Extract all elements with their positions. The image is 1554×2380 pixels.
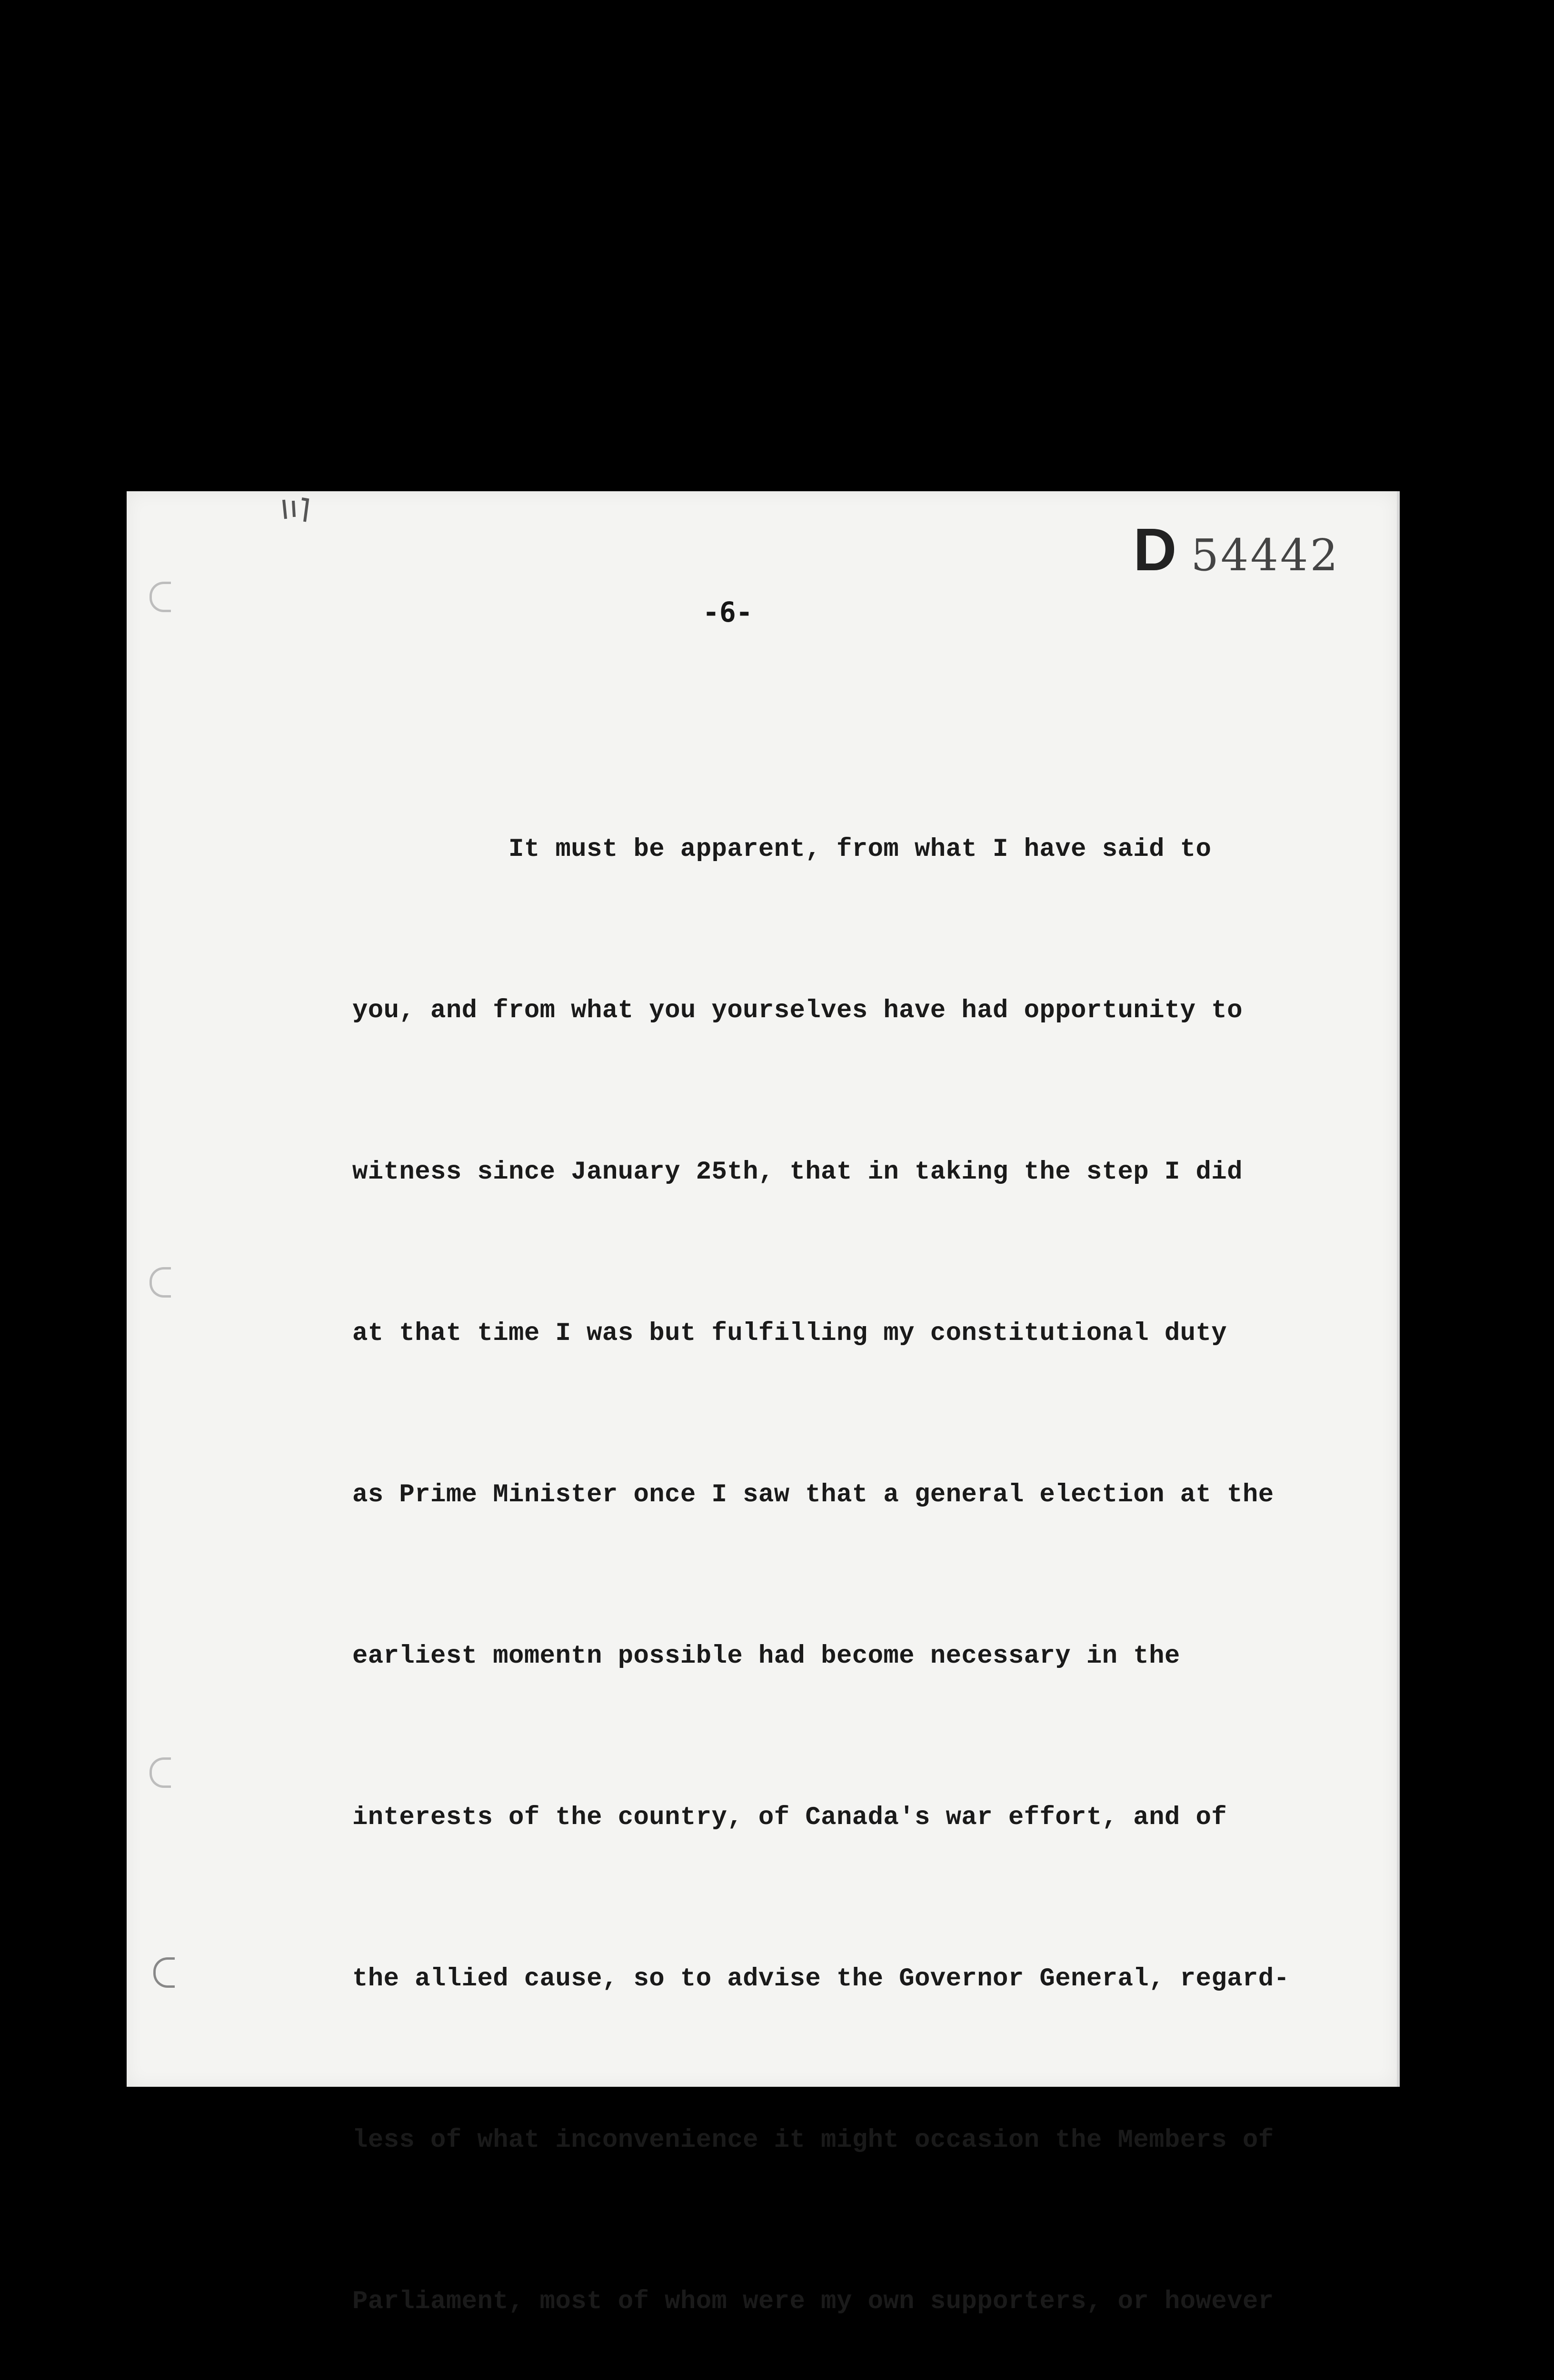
- document-id-stamp: [1133, 515, 1340, 584]
- punch-hole-top: [149, 582, 171, 612]
- page-number: -6-: [703, 596, 753, 628]
- text-line: the allied cause, so to advise the Governor General, regard-: [352, 1964, 1290, 1993]
- staple-mark: [279, 495, 322, 524]
- text-line: less of what inconvenience it might occasion the Members of: [352, 2126, 1274, 2155]
- punch-hole-lower: [149, 1757, 171, 1788]
- punch-hole-middle: [149, 1267, 171, 1298]
- text-line: Parliament, most of whom were my own supporters, or however: [352, 2287, 1274, 2316]
- document-id-letter: D: [1133, 516, 1177, 583]
- punch-hole-bottom: [153, 1957, 175, 1988]
- text-line: It must be apparent, from what I have said to: [352, 835, 1212, 864]
- text-line: earliest momentn possible had become necessary in the: [352, 1642, 1180, 1671]
- text-line: you, and from what you yourselves have had opportunity to: [352, 996, 1243, 1025]
- text-line: witness since January 25th, that in taking the step I did: [352, 1158, 1243, 1187]
- text-line: as Prime Minister once I saw that a general election at the: [352, 1480, 1274, 1509]
- text-line: at that time I was but fulfilling my constitutional duty: [352, 1319, 1227, 1348]
- typed-body-text: [352, 715, 1352, 2380]
- document-id-number: 54442: [1191, 530, 1340, 581]
- document-page: [127, 491, 1397, 2316]
- page-edge: [1397, 491, 1400, 2087]
- text-line: interests of the country, of Canada's war effort, and of: [352, 1803, 1227, 1832]
